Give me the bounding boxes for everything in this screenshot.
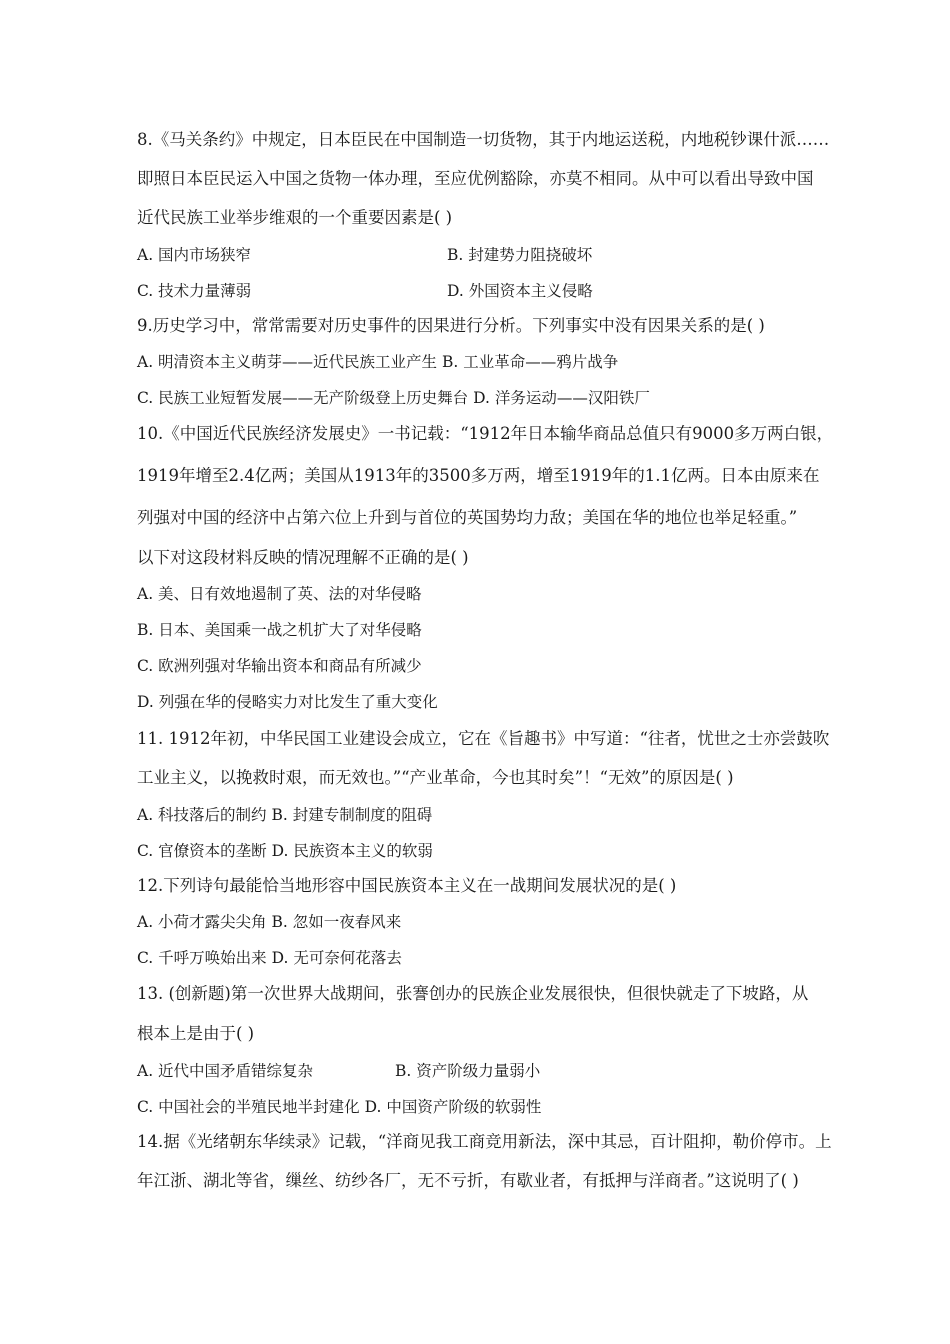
question-9-options-ab: A. 明清资本主义萌芽——近代民族工业产生 B. 工业革命——鸦片战争: [137, 353, 619, 371]
question-10-option-c: C. 欧洲列强对华输出资本和商品有所减少: [137, 657, 422, 675]
question-12-options-cd: C. 千呼万唤始出来 D. 无可奈何花落去: [137, 949, 402, 967]
question-8-option-a: A. 国内市场狭窄: [137, 246, 252, 264]
question-10-option-d: D. 列强在华的侵略实力对比发生了重大变化: [137, 693, 438, 711]
question-9-options-cd: C. 民族工业短暂发展——无产阶级登上历史舞台 D. 洋务运动——汉阳铁厂: [137, 389, 650, 407]
question-11-line-1: 11. 1912年初，中华民国工业建设会成立，它在《旨趣书》中写道：“往者，忧世之士亦尝鼓吹: [137, 729, 830, 748]
question-8-line-3: 近代民族工业举步维艰的一个重要因素是( ): [137, 208, 453, 227]
question-8-option-d: D. 外国资本主义侵略: [447, 282, 593, 300]
question-10-line-3: 列强对中国的经济中占第六位上升到与首位的英国势均力敌；美国在华的地位也举足轻重。”: [137, 508, 798, 527]
question-14-line-1: 14.据《光绪朝东华续录》记载，“洋商见我工商竞用新法，深中其忌，百计阻抑，勒价停市。上: [137, 1132, 832, 1151]
question-8-line-1: 8.《马关条约》中规定，日本臣民在中国制造一切货物，其于内地运送税，内地税钞课什派……: [137, 130, 830, 149]
question-13-line-1: 13. (创新题)第一次世界大战期间，张謇创办的民族企业发展很快，但很快就走了下坡路，从: [137, 984, 809, 1003]
question-8-option-b: B. 封建势力阻挠破坏: [447, 246, 593, 264]
question-12-options-ab: A. 小荷才露尖尖角 B. 忽如一夜春风来: [137, 913, 402, 931]
question-12-line-1: 12.下列诗句最能恰当地形容中国民族资本主义在一战期间发展状况的是( ): [137, 876, 677, 895]
question-14-line-2: 年江浙、湖北等省，缫丝、纺纱各厂，无不亏折，有歇业者，有抵押与洋商者。”这说明了( ): [137, 1171, 799, 1190]
question-9-line-1: 9.历史学习中，常常需要对历史事件的因果进行分析。下列事实中没有因果关系的是( ): [137, 316, 765, 335]
question-11-options-cd: C. 官僚资本的垄断 D. 民族资本主义的软弱: [137, 842, 433, 860]
question-13-options-cd: C. 中国社会的半殖民地半封建化 D. 中国资产阶级的软弱性: [137, 1098, 542, 1116]
question-8-option-c: C. 技术力量薄弱: [137, 282, 252, 300]
question-10-line-2: 1919年增至2.4亿两；美国从1913年的3500多万两，增至1919年的1.1亿两。日本由原来在: [137, 466, 820, 485]
question-10-line-4: 以下对这段材料反映的情况理解不正确的是( ): [137, 548, 469, 567]
question-13-line-2: 根本上是由于( ): [137, 1024, 255, 1043]
question-11-options-ab: A. 科技落后的制约 B. 封建专制制度的阻碍: [137, 806, 433, 824]
question-13-option-a: A. 近代中国矛盾错综复杂: [137, 1062, 314, 1080]
question-10-line-1: 10.《中国近代民族经济发展史》一书记载：“1912年日本输华商品总值只有9000多万两白银，: [137, 424, 834, 443]
question-10-option-b: B. 日本、美国乘一战之机扩大了对华侵略: [137, 621, 422, 639]
question-13-option-b: B. 资产阶级力量弱小: [395, 1062, 541, 1080]
question-11-line-2: 工业主义，以挽救时艰，而无效也。”“产业革命，今也其时矣”！“无效”的原因是( ): [137, 768, 734, 787]
question-10-option-a: A. 美、日有效地遏制了英、法的对华侵略: [137, 585, 422, 603]
question-8-line-2: 即照日本臣民运入中国之货物一体办理，至应优例豁除，亦莫不相同。从中可以看出导致中国: [137, 169, 814, 188]
